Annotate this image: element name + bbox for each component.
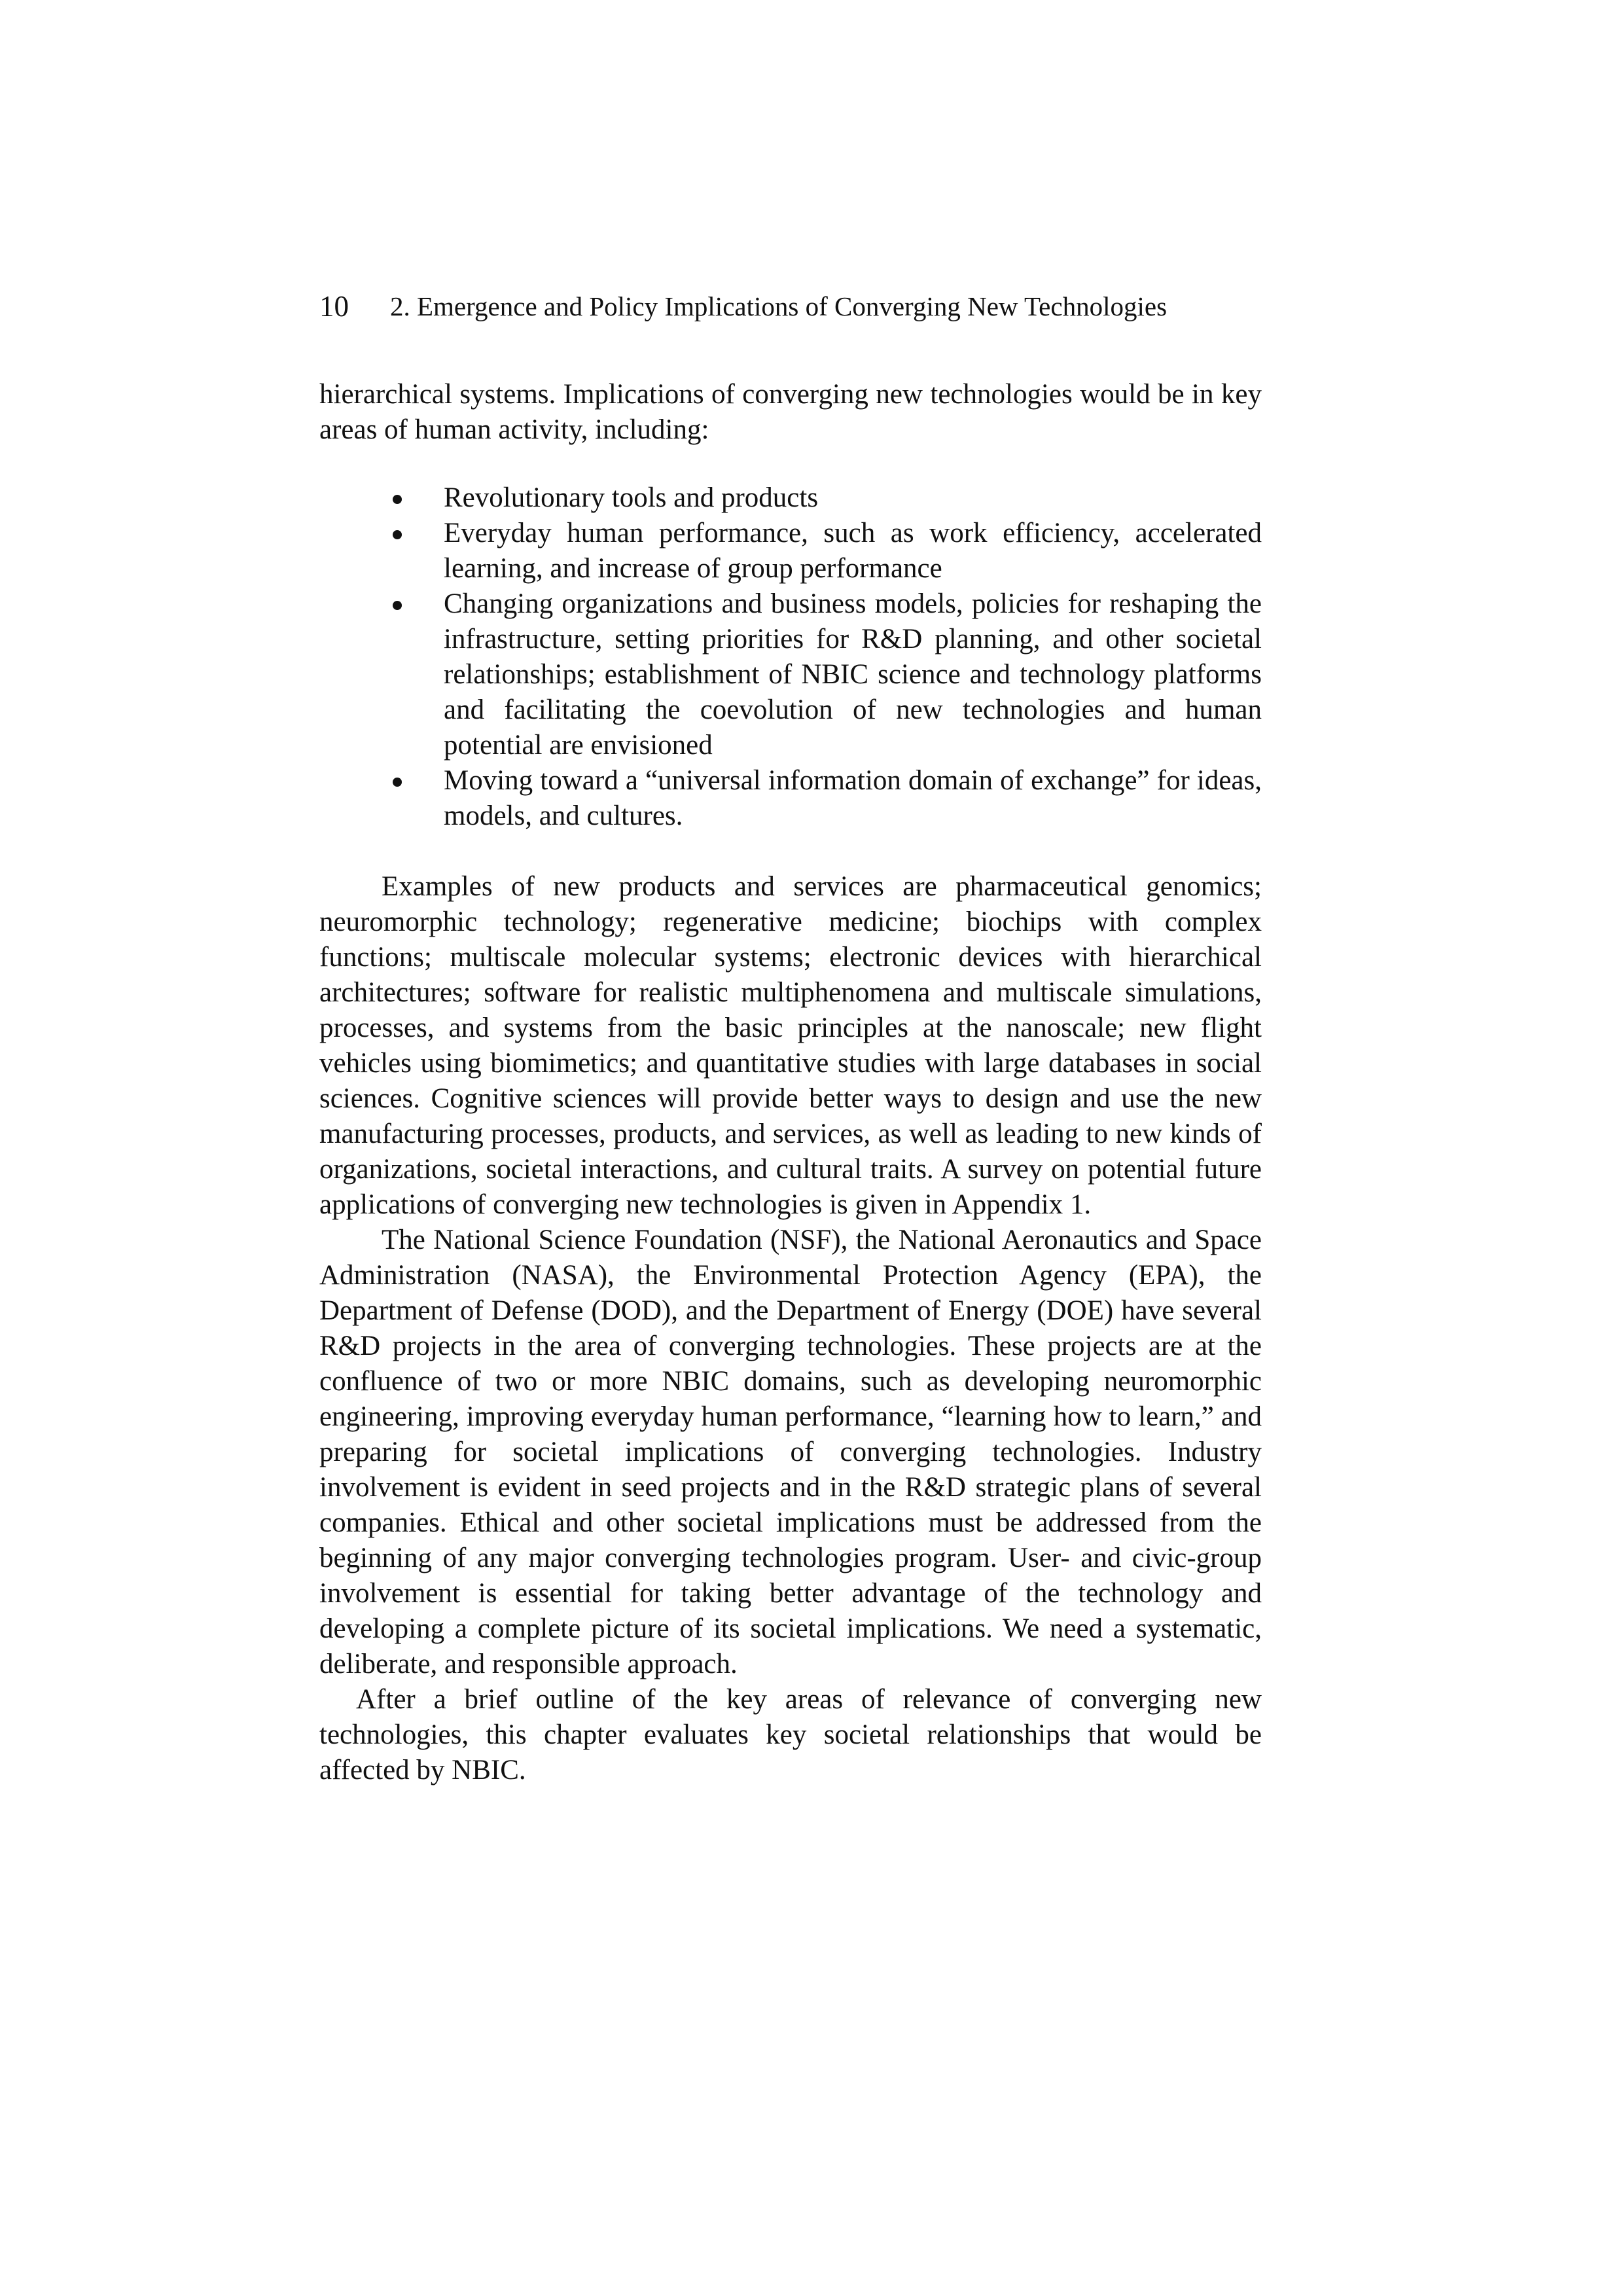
list-item: [444, 480, 1262, 516]
list-item-text: Everyday human performance, such as work efficiency, accelerated learning, and increase of group performance: [444, 518, 1262, 584]
page-header: [319, 287, 1275, 326]
examples-paragraph: Examples of new products and services are pharmaceutical genomics; neuromorphic technology; regenerative medicine; biochips with complex functions; multiscale molecular systems; electronic devices with hierarchical architectures; software for realistic multiphenomena and multiscale simulations, processes, and systems from the basic principles at the nanoscale; new flight vehicles using biomimetics; and quantitative studies with large databases in social sciences. Cognitive sciences will provide better ways to design and use the new manufacturing processes, products, and services, as well as leading to new kinds of organizations, societal interactions, and cultural traits. A survey on potential future applications of converging new technologies is given in Appendix 1.: [319, 871, 1262, 1220]
running-title: 2. Emergence and Policy Implications of Converging New Technologies: [390, 291, 1168, 321]
agencies-paragraph: The National Science Foundation (NSF), the National Aeronautics and Space Administration (NASA), the Environmental Protection Agency (EPA), the Department of Defense (DOD), and the Department of Energy (DOE) have several R&D projects in the area of converging technologies. These projects are at the confluence of two or more NBIC domains, such as developing neuromorphic engineering, improving everyday human performance, “learning how to learn,” and preparing for societal implications of converging technologies. Industry involvement is evident in seed projects and in the R&D strategic plans of several companies. Ethical and other societal implications must be addressed from the beginning of any major converging technologies program. User- and civic-group involvement is essential for taking better advantage of the technology and developing a complete picture of its societal implications. We need a systematic, deliberate, and responsible approach.: [319, 1225, 1262, 1679]
page-number: 10: [319, 290, 349, 323]
list-item: [444, 516, 1262, 586]
list-item: [444, 586, 1262, 763]
outline-paragraph: After a brief outline of the key areas of relevance of converging new technologies, this chapter evaluates key societal relationships that would be affected by NBIC.: [319, 1684, 1262, 1785]
intro-paragraph: hierarchical systems. Implications of converging new technologies would be in key areas of human activity, including:: [319, 379, 1262, 445]
list-item-text: Changing organizations and business models, policies for reshaping the infrastructure, setting priorities for R&D planning, and other societal relationships; establishment of NBIC science and technology platforms and facilitating the coevolution of new technologies and human potential are envisioned: [444, 588, 1262, 761]
list-item: [444, 763, 1262, 834]
bullet-icon: [393, 495, 402, 504]
bullet-icon: [393, 530, 402, 539]
body-text: [319, 377, 1262, 1788]
bullet-list: [319, 480, 1262, 834]
bullet-icon: [393, 601, 402, 610]
list-item-text: Revolutionary tools and products: [444, 482, 819, 513]
bullet-icon: [393, 778, 402, 787]
list-item-text: Moving toward a “universal information domain of exchange” for ideas, models, and cultures.: [444, 765, 1262, 831]
